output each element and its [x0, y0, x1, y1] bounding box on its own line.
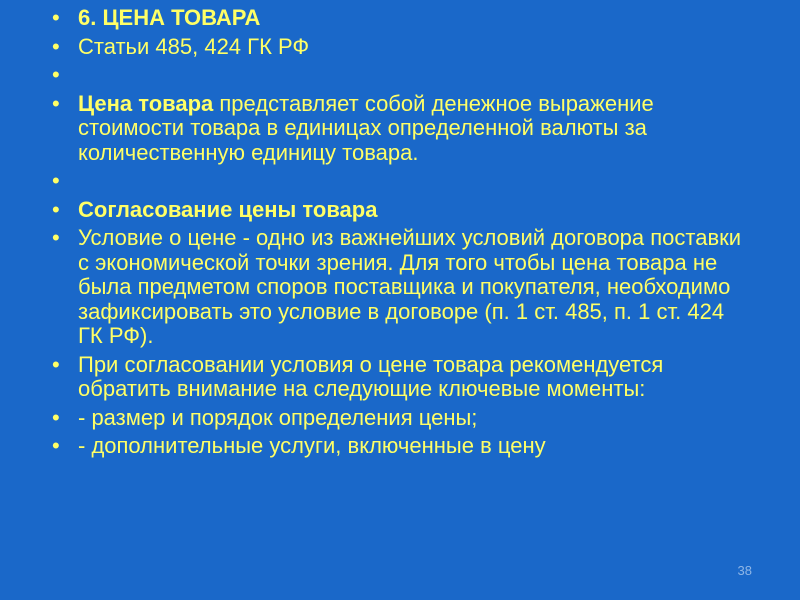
- bullet-dot-icon: •: [52, 90, 60, 116]
- bullet-text-part: Условие о цене - одно из важнейших условий договора поставки с экономической точки зрения. Для того чтобы цена товара не была предметом споров поставщика и покупателя, необходимо зафиксировать это условие в договоре (п. 1 ст. 485, п. 1 ст. 424 ГК РФ).: [78, 225, 742, 348]
- bullet-dot-icon: •: [52, 168, 60, 193]
- bullet-text: [78, 198, 752, 223]
- bullet-text: [78, 63, 752, 88]
- bullet-dot-icon: •: [52, 5, 60, 30]
- bullet-text-part: - размер и порядок определения цены;: [78, 404, 478, 430]
- bullet-item-definition: [52, 92, 752, 166]
- bullet-dot-icon: •: [52, 196, 60, 222]
- bullet-list: [52, 6, 752, 463]
- bullet-text: [78, 434, 752, 459]
- bullet-text: [78, 169, 752, 194]
- bullet-item-subheading: [52, 198, 752, 223]
- bullet-text: [78, 353, 752, 402]
- bullet-dot-icon: •: [52, 404, 60, 430]
- bullet-text-part: 6.: [78, 5, 103, 30]
- bullet-text-part: представляет собой денежное выражение стоимости товара в единицах определенной валюты за количественную единицу товара.: [78, 90, 654, 165]
- bullet-item-point-size: [52, 406, 752, 431]
- bullet-item-title: [52, 6, 752, 31]
- bullet-item-point-services: [52, 434, 752, 459]
- bullet-item-recommendation: [52, 353, 752, 402]
- bullet-item-empty: [52, 63, 752, 88]
- bullet-dot-icon: •: [52, 225, 60, 250]
- bullet-text-part: - дополнительные услуги, включенные в цену: [78, 433, 546, 458]
- bullet-text: [78, 92, 752, 166]
- bullet-dot-icon: •: [52, 33, 60, 59]
- bullet-text: [78, 6, 752, 31]
- bullet-text: [78, 35, 752, 60]
- bullet-text-part: При согласовании условия о цене товара рекомендуется обратить внимание на следующие ключевые моменты:: [78, 351, 664, 401]
- bullet-text-part: Статьи 485, 424 ГК РФ: [78, 33, 310, 59]
- bullet-text: [78, 406, 752, 431]
- slide-number: 38: [737, 563, 752, 578]
- bullet-dot-icon: •: [52, 433, 60, 458]
- bullet-text-part: ЦЕНА ТОВАРА: [102, 5, 261, 30]
- bullet-dot-icon: •: [52, 62, 60, 87]
- bullet-item-condition: [52, 226, 752, 349]
- bullet-dot-icon: •: [52, 351, 60, 377]
- bullet-item-articles: [52, 35, 752, 60]
- bullet-text: [78, 226, 752, 349]
- bullet-text-part: Цена товара: [78, 90, 214, 116]
- bullet-item-empty: [52, 169, 752, 194]
- bullet-text-part: Согласование цены товара: [78, 196, 378, 222]
